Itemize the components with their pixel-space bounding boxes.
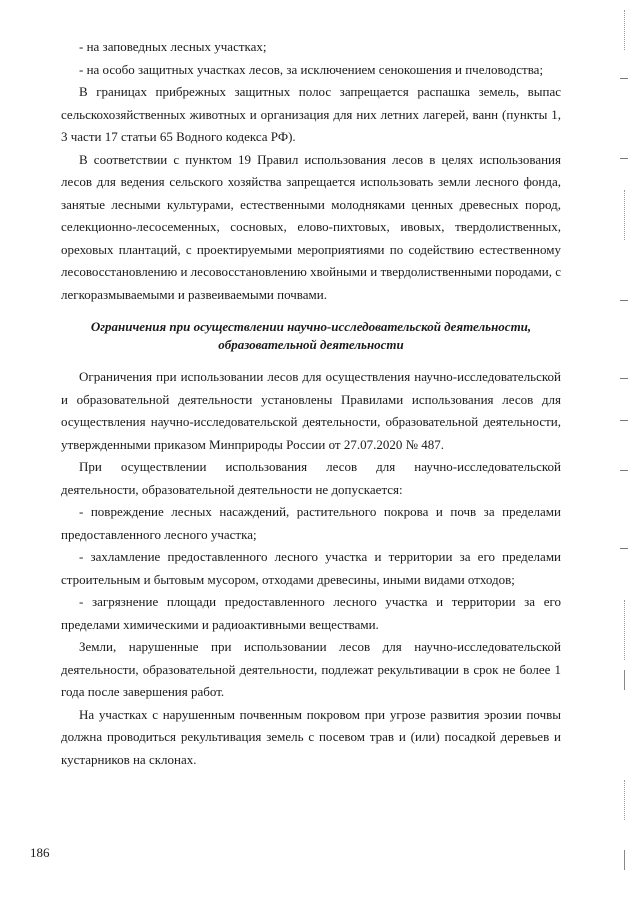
page-content <box>61 36 561 771</box>
scan-edge-mark <box>620 420 628 421</box>
section-heading-line: образовательной деятельности <box>218 337 404 352</box>
scan-edge-mark <box>620 158 628 159</box>
body-paragraph: При осуществлении использования лесов для научно-исследовательской деятельности, образовательной деятельности не допускается: <box>61 459 561 497</box>
scan-edge-mark <box>624 780 626 820</box>
section-heading-line: Ограничения при осуществлении научно-исследовательской деятельности, <box>90 319 532 334</box>
scan-edge-mark <box>620 378 628 379</box>
scan-edge-mark <box>620 300 628 301</box>
scan-edge-mark <box>624 850 625 870</box>
list-item: - на особо защитных участках лесов, за исключением сенокошения и пчеловодства; <box>79 61 544 77</box>
list-item: - повреждение лесных насаждений, растительного покрова и почв за пределами предоставленного лесного участка; <box>61 504 561 542</box>
list-item: - на заповедных лесных участках; <box>79 39 267 54</box>
scan-edge-mark <box>620 78 628 79</box>
body-paragraph: Земли, нарушенные при использовании лесов для научно-исследовательской деятельности, образовательной деятельности, подлежат рекультивации в срок не более 1 года после завершения работ. <box>61 639 561 699</box>
scan-edge-mark <box>624 670 625 690</box>
section-heading <box>61 318 561 354</box>
scan-edge-mark <box>620 548 628 549</box>
body-paragraph: На участках с нарушенным почвенным покровом при угрозе развития эрозии почвы должна проводиться рекультивация земель с посевом трав и (или) посадкой деревьев и кустарников на склонах. <box>61 706 561 767</box>
body-paragraph: Ограничения при использовании лесов для осуществления научно-исследовательской и образовательной деятельности установлены Правилами использования лесов для осуществления научно-исследовательской деятельности, образовательной деятельности, утвержденными приказом Минприроды России от 27.07.2020 № 487. <box>61 369 561 452</box>
scan-edge-mark <box>624 190 626 240</box>
list-item: - захламление предоставленного лесного участка и территории за его пределами строительным и бытовым мусором, отходами древесины, иными видами отходов; <box>61 549 561 587</box>
scan-edge-mark <box>624 600 626 660</box>
body-paragraph: В границах прибрежных защитных полос запрещается распашка земель, выпас сельскохозяйственных животных и организация для них летних лагерей, ванн (пункты 1, 3 части 17 статьи 65 Водного кодекса РФ). <box>61 84 561 144</box>
page-number: 186 <box>30 845 50 860</box>
body-paragraph: В соответствии с пунктом 19 Правил использования лесов в целях использования лесов для ведения сельского хозяйства запрещается использовать земли лесного фонда, занятые лесными культурами, естественными молодняками ценных древесных пород, селекционно-лесосеменных, сосновых, елово-пихтовых, ивовых, твердолиственных, ореховых плантаций, с проектируемыми мероприятиями по содействию естественному лесовосстановлению и лесовосстановлению хвойными и твердолиственными породами, с легкоразмываемыми и развеиваемыми почвами. <box>61 151 561 302</box>
scan-edge-mark <box>620 470 628 471</box>
list-item: - загрязнение площади предоставленного лесного участка и территории за его пределами химическими и радиоактивными веществами. <box>61 594 561 632</box>
scan-edge-mark <box>624 10 626 50</box>
